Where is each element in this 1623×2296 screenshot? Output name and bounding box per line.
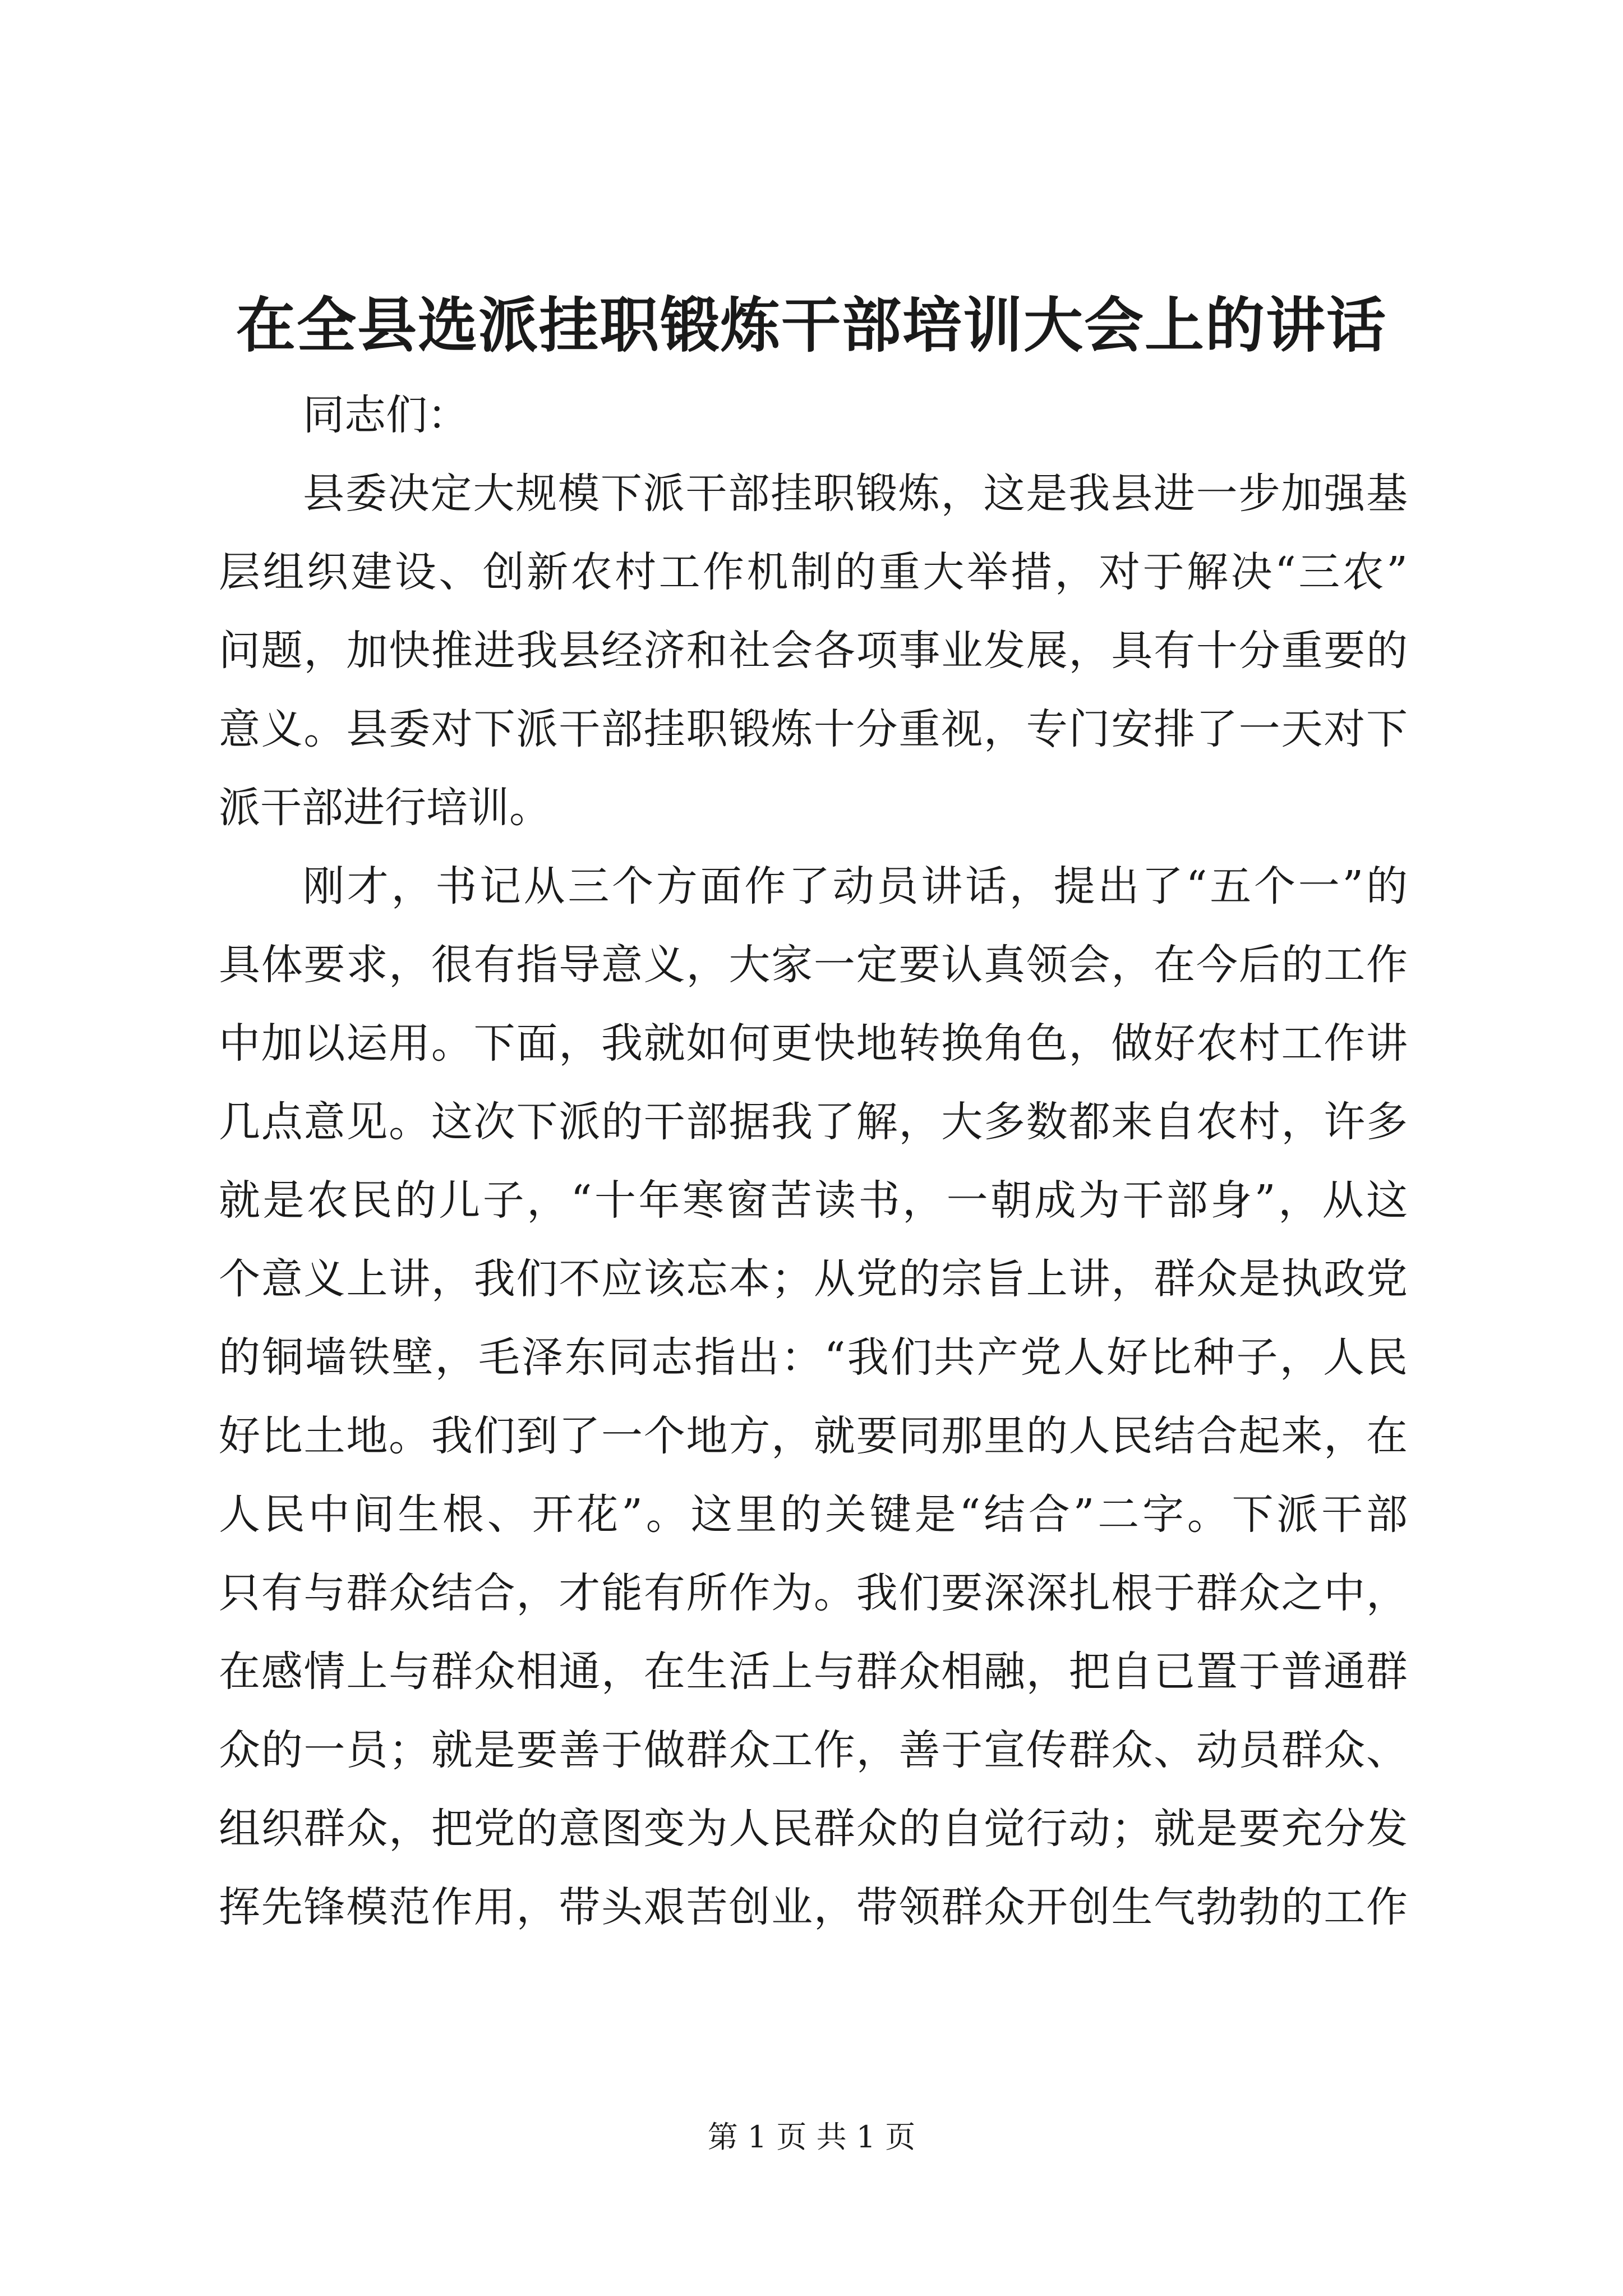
paragraph-1-line-3: 问题，加快推进我县经济和社会各项事业发展，具有十分重要的 [219,627,1408,675]
paragraph-2-line-13: 组织群众，把党的意图变为人民群众的自觉行动；就是要充分发 [219,1805,1408,1853]
paragraph-2-line-6: 个意义上讲，我们不应该忘本；从党的宗旨上讲，群众是执政党 [219,1255,1408,1303]
paragraph-2-line-8: 好比土地。我们到了一个地方，就要同那里的人民结合起来，在 [219,1412,1408,1460]
paragraph-2-line-3: 中加以运用。下面，我就如何更快地转换角色，做好农村工作讲 [219,1019,1408,1068]
paragraph-2-line-1: 刚才，书记从三个方面作了动员讲话，提出了“五个一”的 [303,862,1408,910]
paragraph-2-line-5: 就是农民的儿子，“十年寒窗苦读书，一朝成为干部身”，从这 [219,1176,1408,1225]
paragraph-2-line-10: 只有与群众结合，才能有所作为。我们要深深扎根于群众之中， [219,1569,1408,1617]
paragraph-1-line-5: 派干部进行培训。 [219,784,551,832]
paragraph-2-line-2: 具体要求，很有指导意义，大家一定要认真领会，在今后的工作 [219,941,1408,989]
paragraph-2-line-11: 在感情上与群众相通，在生活上与群众相融，把自已置于普通群 [219,1648,1408,1696]
document-title: 在全县选派挂职锻炼干部培训大会上的讲话 [236,290,1387,360]
paragraph-2-line-7: 的铜墙铁壁，毛泽东同志指出：“我们共产党人好比种子，人民 [219,1333,1408,1382]
paragraph-2-line-12: 众的一员；就是要善于做群众工作，善于宣传群众、动员群众、 [219,1726,1408,1774]
paragraph-1-line-4: 意义。县委对下派干部挂职锻炼十分重视，专门安排了一天对下 [219,705,1408,753]
paragraph-1-line-2: 层组织建设、创新农村工作机制的重大举措，对于解决“三农” [219,548,1408,596]
page-footer: 第 1 页 共 1 页 [707,2119,916,2155]
paragraph-1-line-1: 县委决定大规模下派干部挂职锻炼，这是我县进一步加强基 [303,470,1408,518]
salutation: 同志们： [303,391,469,439]
paragraph-2-line-9: 人民中间生根、开花”。这里的关键是“结合”二字。下派干部 [219,1490,1408,1539]
paragraph-2-line-14: 挥先锋模范作用，带头艰苦创业，带领群众开创生气勃勃的工作 [219,1883,1408,1931]
paragraph-2-line-4: 几点意见。这次下派的干部据我了解，大多数都来自农村，许多 [219,1098,1408,1146]
